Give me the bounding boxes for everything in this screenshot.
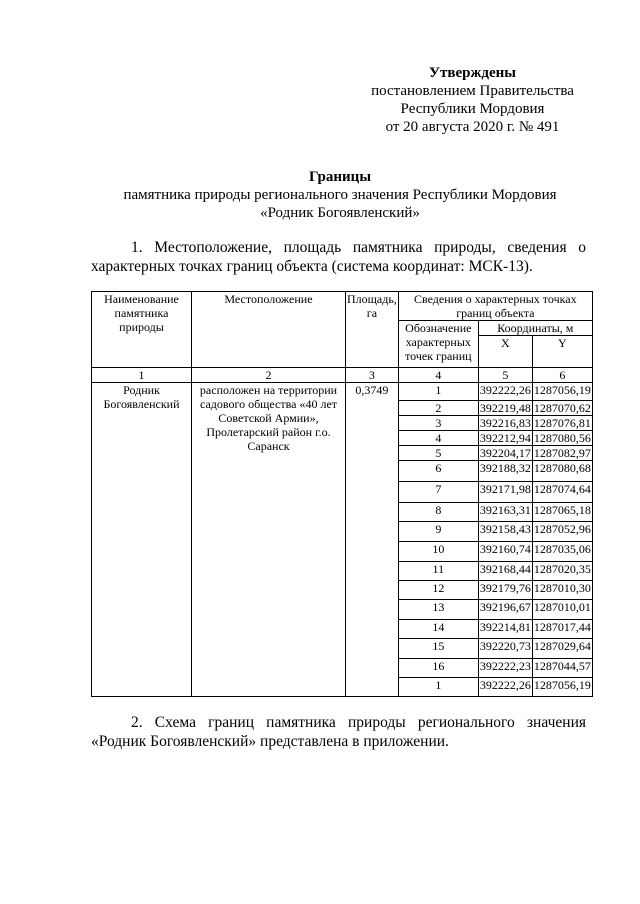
point-id-cell: 12 xyxy=(398,581,478,600)
object-area-cell: 0,3749 xyxy=(346,383,399,697)
coord-x-cell: 392220,73 xyxy=(478,639,532,659)
coord-y-cell: 1287035,06 xyxy=(532,542,592,562)
paragraph-location: 1. Местоположение, площадь памятника природы, сведения о характерных точках границ объекта (система координат: МСК-13). xyxy=(91,239,586,275)
column-number: 2 xyxy=(192,368,346,383)
coord-y-cell: 1287074,64 xyxy=(532,482,592,503)
approval-date: от 20 августа 2020 г. № 491 xyxy=(385,119,560,135)
header-name: Наименование памятника природы xyxy=(92,292,192,368)
point-id-cell: 4 xyxy=(398,431,478,446)
header-area: Площадь, га xyxy=(346,292,399,368)
boundary-table xyxy=(91,291,593,697)
point-id-cell: 1 xyxy=(398,383,478,401)
paragraph-scheme: 2. Схема границ памятника природы регионального значения «Родник Богоявленский» представлена в приложении. xyxy=(91,714,586,750)
coord-x-cell: 392222,26 xyxy=(478,678,532,697)
coord-x-cell: 392160,74 xyxy=(478,542,532,562)
coord-y-cell: 1287020,35 xyxy=(532,562,592,581)
point-id-cell: 2 xyxy=(398,401,478,416)
coord-y-cell: 1287010,30 xyxy=(532,581,592,600)
table-row xyxy=(92,383,593,401)
coord-y-cell: 1287065,18 xyxy=(532,503,592,522)
coord-y-cell: 1287029,64 xyxy=(532,639,592,659)
point-id-cell: 16 xyxy=(398,659,478,678)
point-id-cell: 11 xyxy=(398,562,478,581)
point-id-cell: 6 xyxy=(398,461,478,482)
coord-x-cell: 392212,94 xyxy=(479,431,531,445)
point-id-cell: 3 xyxy=(398,416,478,431)
point-id-cell: 1 xyxy=(398,678,478,697)
header-location: Местоположение xyxy=(192,292,346,368)
coord-x-cell: 392222,23 xyxy=(478,659,532,678)
point-id-cell: 13 xyxy=(398,600,478,620)
coord-y-cell: 1287017,44 xyxy=(532,620,592,639)
header-point-label: Обозначение характерных точек границ xyxy=(398,321,478,368)
column-number: 4 xyxy=(398,368,478,383)
coord-x-cell: 392158,43 xyxy=(478,522,532,542)
coord-x-cell: 392214,81 xyxy=(478,620,532,639)
column-number: 6 xyxy=(532,368,592,383)
approval-line: Республики Мордовия xyxy=(400,101,545,117)
coord-y-cell: 1287070,62 xyxy=(533,401,591,415)
coord-y-cell: 1287044,57 xyxy=(532,659,592,678)
column-number: 1 xyxy=(92,368,192,383)
object-name-cell: Родник Богоявленский xyxy=(92,383,192,697)
coord-y-cell: 1287080,68 xyxy=(532,461,592,482)
coord-y-cell: 1287052,96 xyxy=(532,522,592,542)
title-subheading: памятника природы регионального значения Республики Мордовия xyxy=(123,187,557,203)
column-number: 5 xyxy=(478,368,532,383)
coord-y-cell: 1287080,56 xyxy=(533,431,591,445)
coord-x-cell: 392168,44 xyxy=(478,562,532,581)
header-y: Y xyxy=(532,336,592,368)
coord-x-cell: 392219,48 xyxy=(479,401,531,415)
coord-y-cell: 1287082,97 xyxy=(533,446,591,460)
coord-y-cell: 1287076,81 xyxy=(533,416,591,430)
coord-y-cell: 1287056,19 xyxy=(532,678,592,697)
point-id-cell: 10 xyxy=(398,542,478,562)
point-id-cell: 15 xyxy=(398,639,478,659)
coord-y-cell: 1287056,19 xyxy=(532,383,592,401)
coord-x-cell: 392171,98 xyxy=(478,482,532,503)
object-location-cell: расположен на территории садового общества «40 лет Советской Армии», Пролетарский район г.о. Саранск xyxy=(192,383,346,697)
coord-x-cell: 392216,83 xyxy=(479,416,531,430)
point-id-cell: 9 xyxy=(398,522,478,542)
header-x: X xyxy=(478,336,532,368)
point-id-cell: 7 xyxy=(398,482,478,503)
document-title xyxy=(60,168,620,222)
point-id-cell: 14 xyxy=(398,620,478,639)
title-object-name: «Родник Богоявленский» xyxy=(260,205,420,221)
coord-x-cell: 392179,76 xyxy=(478,581,532,600)
coord-x-cell: 392204,17 xyxy=(479,446,531,460)
approval-heading: Утверждены xyxy=(429,65,516,81)
coord-x-cell: 392196,67 xyxy=(478,600,532,620)
coord-x-cell: 392222,26 xyxy=(478,383,532,401)
header-points-info: Сведения о характерных точках границ объекта xyxy=(398,292,592,321)
column-number: 3 xyxy=(346,368,399,383)
coord-y-cell: 1287010,01 xyxy=(532,600,592,620)
title-heading: Границы xyxy=(308,169,372,185)
header-coordinates: Координаты, м xyxy=(478,321,592,336)
coord-x-cell: 392163,31 xyxy=(478,503,532,522)
point-id-cell: 5 xyxy=(398,446,478,461)
approval-line: постановлением Правительства xyxy=(371,83,574,99)
coord-x-cell: 392188,32 xyxy=(478,461,532,482)
approval-block xyxy=(330,64,615,136)
point-id-cell: 8 xyxy=(398,503,478,522)
